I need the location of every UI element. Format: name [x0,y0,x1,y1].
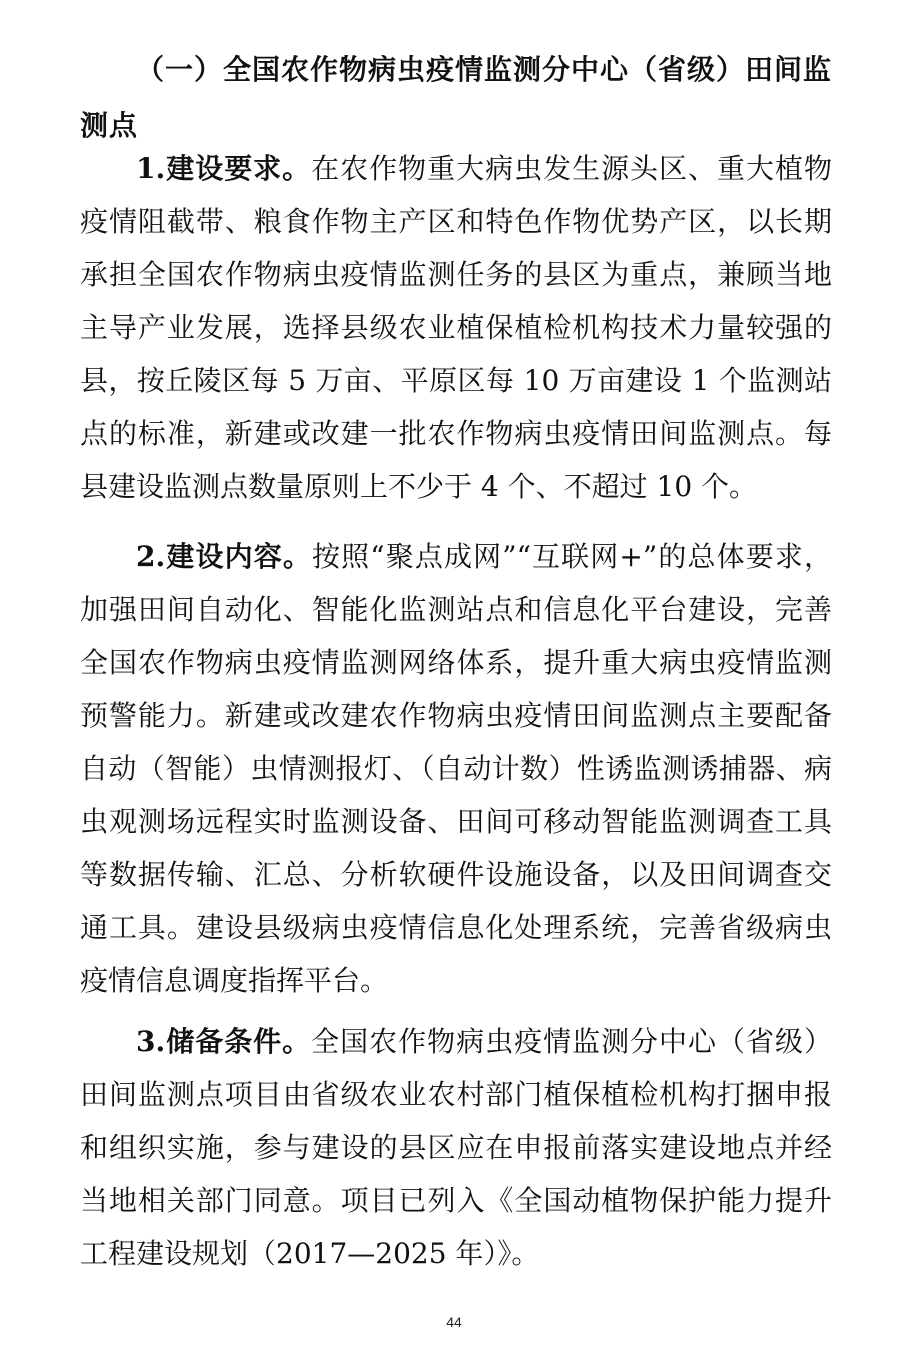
paragraph-construction-requirements [80,142,832,513]
paragraph-lead: 2.建设内容。 [136,540,313,573]
paragraph-lead: 1.建设要求。 [136,152,312,185]
section-heading: （一）全国农作物病虫疫情监测分中心（省级）田间监测点 [80,53,833,142]
page-number: 44 [446,1314,462,1330]
paragraph-body: 在农作物重大病虫发生源头区、重大植物疫情阻截带、粮食作物主产区和特色作物优势产区，以长期承担全国农作物病虫疫情监测任务的县区为重点，兼顾当地主导产业发展，选择县级农业植保植检机构技术力量较强的县，按丘陵区每 5 万亩、平原区每 10 万亩建设 1 个监测站点的标准，新建或改建一批农作物病虫疫情田间监测点。每县建设监测点数量原则上不少于 4 个、不超过 10 个。 [80,152,832,503]
paragraph-body: 全国农作物病虫疫情监测分中心（省级）田间监测点项目由省级农业农村部门植保植检机构打捆申报和组织实施，参与建设的县区应在申报前落实建设地点并经当地相关部门同意。项目已列入《全国动植物保护能力提升工程建设规划（2017—2025 年）》。 [80,1025,832,1270]
paragraph-lead: 3.储备条件。 [136,1025,312,1058]
paragraph-reserve-conditions [80,1015,832,1280]
paragraph-construction-content [80,530,832,1007]
paragraph-body: 按照“聚点成网”“互联网+”的总体要求，加强田间自动化、智能化监测站点和信息化平台建设，完善全国农作物病虫疫情监测网络体系，提升重大病虫疫情监测预警能力。新建或改建农作物病虫疫情田间监测点主要配备自动（智能）虫情测报灯、（自动计数）性诱监测诱捕器、病虫观测场远程实时监测设备、田间可移动智能监测调查工具等数据传输、汇总、分析软硬件设施设备，以及田间调查交通工具。建设县级病虫疫情信息化处理系统，完善省级病虫疫情信息调度指挥平台。 [80,540,832,997]
